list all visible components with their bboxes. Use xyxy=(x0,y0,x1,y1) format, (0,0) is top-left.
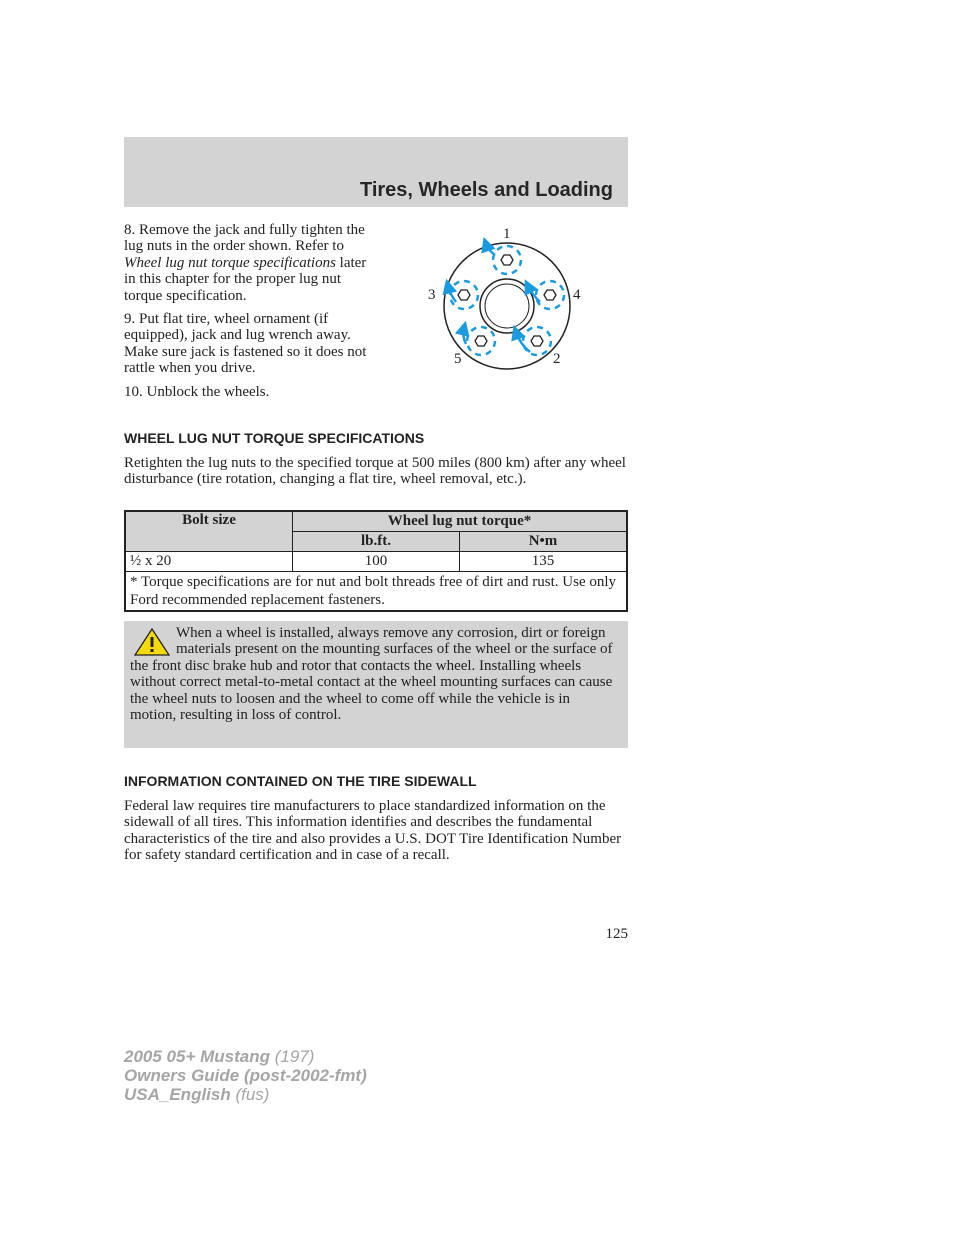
lug-nut-tightening-diagram xyxy=(420,222,600,377)
step-8-text-end: later in this chapter for the proper lug nut torque specification. xyxy=(124,254,367,304)
col-lbft: lb.ft. xyxy=(293,532,460,552)
step-10: 10. Unblock the wheels. xyxy=(124,383,270,400)
table-row xyxy=(125,552,627,572)
step-8-text: 8. Remove the jack and fully tighten the lug nuts in the order shown. Refer to xyxy=(124,222,365,255)
label-5: 5 xyxy=(454,351,462,367)
col-nm: N•m xyxy=(460,532,628,552)
label-4: 4 xyxy=(573,287,581,303)
footer-language: USA_English xyxy=(124,1085,231,1104)
torque-table xyxy=(124,510,628,612)
lug-nut-2 xyxy=(516,327,551,355)
document-footer xyxy=(124,1047,367,1104)
footer-language-code: (fus) xyxy=(230,1085,270,1104)
hub-circle xyxy=(480,279,534,333)
label-2: 2 xyxy=(553,351,561,367)
cross-reference: Wheel lug nut torque specifications xyxy=(124,254,336,271)
step-9: 9. Put flat tire, wheel ornament (if equipped), jack and lug wrench away. Make sure jack is fastened so it does not rattle when you drive. xyxy=(124,311,367,377)
table-header-row xyxy=(125,511,627,532)
footer-model-code: (197) xyxy=(270,1047,315,1066)
torque-spec-heading: WHEEL LUG NUT TORQUE SPECIFICATIONS xyxy=(124,430,425,446)
lug-nut-3 xyxy=(448,281,478,309)
warning-content xyxy=(130,625,616,723)
step-8 xyxy=(124,222,379,304)
table-note: * Torque specifications are for nut and bolt threads free of dirt and rust. Use only Ford recommended replacement fasteners. xyxy=(125,572,627,612)
warning-triangle-icon xyxy=(134,628,170,656)
hub-inner-circle xyxy=(485,284,529,328)
label-3: 3 xyxy=(428,287,436,303)
footer-line-3 xyxy=(124,1085,367,1104)
warning-box xyxy=(124,621,628,748)
footer-model: 2005 05+ Mustang xyxy=(124,1047,270,1066)
warning-text: When a wheel is installed, always remove any corrosion, dirt or foreign materials present on the mounting surfaces of the wheel or the surface of the front disc brake hub and rotor that contacts the wheel. Installing wheels without correct metal-to-metal contact at the wheel mounting surfaces can cause the wheel nuts to loosen and the wheel to come off while the vehicle is in motion, resulting in loss of control. xyxy=(130,625,613,724)
sidewall-body: Federal law requires tire manufacturers to place standardized information on the sidewall of all tires. This information identifies and describes the fundamental characteristics of the tire and also provides a U.S. DOT Tire Identification Number for safety standard certification and in case of a recall. xyxy=(124,798,622,864)
section-header-band xyxy=(124,137,628,207)
cell-nm: 135 xyxy=(460,552,628,572)
cell-lbft: 100 xyxy=(293,552,460,572)
sidewall-heading: INFORMATION CONTAINED ON THE TIRE SIDEWALL xyxy=(124,773,477,789)
procedure-steps xyxy=(124,222,379,407)
section-title: Tires, Wheels and Loading xyxy=(359,179,613,201)
lug-nut-1 xyxy=(486,244,521,274)
footer-line-1 xyxy=(124,1047,367,1066)
cell-bolt: ½ x 20 xyxy=(125,552,293,572)
table-note-row xyxy=(125,572,627,612)
lug-nut-5 xyxy=(463,327,495,355)
footer-line-2: Owners Guide (post-2002-fmt) xyxy=(124,1066,367,1085)
torque-spec-body: Retighten the lug nuts to the specified torque at 500 miles (800 km) after any wheel disturbance (tire rotation, changing a flat tire, wheel removal, etc.). xyxy=(124,455,626,488)
label-1: 1 xyxy=(503,226,511,242)
col-bolt-size: Bolt size xyxy=(125,511,293,552)
col-torque: Wheel lug nut torque* xyxy=(293,511,628,532)
page-number: 125 xyxy=(605,926,628,942)
